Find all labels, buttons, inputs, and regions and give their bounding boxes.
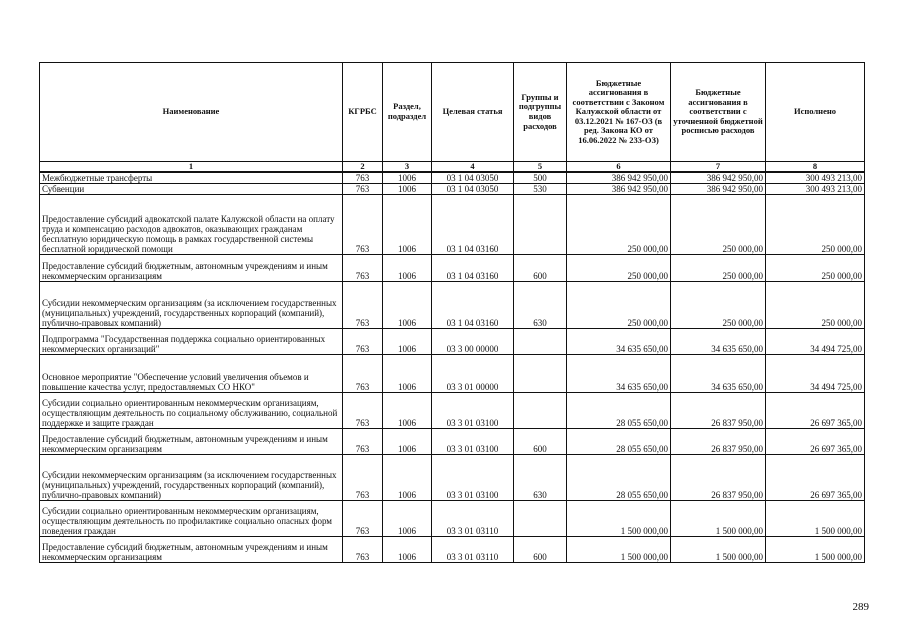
row-name: Подпрограмма "Государственная поддержка социально ориентированных некоммерческих организаций" <box>40 329 343 355</box>
row-budget-law: 250 000,00 <box>567 282 671 329</box>
table-row <box>40 537 865 563</box>
table-row <box>40 195 865 255</box>
row-section: 1006 <box>383 455 432 501</box>
row-name: Субсидии некоммерческим организациям (за исключением государственных (муниципальных) учреждений, государственных корпораций (компаний), публично-правовых компаний) <box>40 282 343 329</box>
row-section: 1006 <box>383 501 432 537</box>
row-budget-refined: 26 837 950,00 <box>671 393 766 429</box>
row-name: Основное мероприятие "Обеспечение условий увеличения объемов и повышение качества услуг, предоставляемых СО НКО" <box>40 355 343 393</box>
row-executed: 250 000,00 <box>766 195 865 255</box>
row-section: 1006 <box>383 329 432 355</box>
column-number: 5 <box>514 162 567 173</box>
header-name: Наименование <box>40 63 343 162</box>
row-budget-refined: 34 635 650,00 <box>671 329 766 355</box>
row-budget-refined: 386 942 950,00 <box>671 184 766 195</box>
row-expense-group <box>514 355 567 393</box>
row-target-article: 03 1 04 03050 <box>432 184 514 195</box>
header-budget-refined: Бюджетные ассигнования в соответствии с уточненной бюджетной росписью расходов <box>671 63 766 162</box>
table-row <box>40 282 865 329</box>
table-row <box>40 329 865 355</box>
row-target-article: 03 3 01 03100 <box>432 455 514 501</box>
row-target-article: 03 1 04 03160 <box>432 195 514 255</box>
row-expense-group <box>514 501 567 537</box>
row-kgrbs: 763 <box>343 537 383 563</box>
row-section: 1006 <box>383 393 432 429</box>
row-budget-law: 386 942 950,00 <box>567 184 671 195</box>
column-number: 8 <box>766 162 865 173</box>
column-number-row <box>40 162 865 173</box>
header-section: Раздел, подраздел <box>383 63 432 162</box>
row-executed: 26 697 365,00 <box>766 429 865 455</box>
row-budget-law: 28 055 650,00 <box>567 393 671 429</box>
table-row <box>40 172 865 184</box>
row-target-article: 03 3 00 00000 <box>432 329 514 355</box>
row-name: Субсидии социально ориентированным некоммерческим организациям, осуществляющим деятельность по профилактике социально опасных форм поведения граждан <box>40 501 343 537</box>
row-expense-group: 600 <box>514 537 567 563</box>
row-name: Предоставление субсидий бюджетным, автономным учреждениям и иным некоммерческим организациям <box>40 255 343 282</box>
row-section: 1006 <box>383 255 432 282</box>
row-budget-refined: 386 942 950,00 <box>671 172 766 184</box>
row-kgrbs: 763 <box>343 501 383 537</box>
table-row <box>40 255 865 282</box>
row-budget-law: 1 500 000,00 <box>567 537 671 563</box>
row-name: Предоставление субсидий адвокатской палате Калужской области на оплату труда и компенсацию расходов адвокатов, оказывающих гражданам бесплатную юридическую помощь в рамках государственной системы бесплатной юридической помощи <box>40 195 343 255</box>
table-row <box>40 429 865 455</box>
row-target-article: 03 3 01 03100 <box>432 393 514 429</box>
table-row <box>40 501 865 537</box>
row-name: Межбюджетные трансферты <box>40 172 343 184</box>
row-kgrbs: 763 <box>343 355 383 393</box>
row-kgrbs: 763 <box>343 282 383 329</box>
header-budget-law: Бюджетные ассигнования в соответствии с Законом Калужской области от 03.12.2021 № 167-ОЗ (в ред. Закона КО от 16.06.2022 № 233-ОЗ) <box>567 63 671 162</box>
row-kgrbs: 763 <box>343 429 383 455</box>
row-budget-law: 28 055 650,00 <box>567 455 671 501</box>
row-name: Субсидии некоммерческим организациям (за исключением государственных (муниципальных) учреждений, государственных корпораций (компаний), публично-правовых компаний) <box>40 455 343 501</box>
row-budget-law: 34 635 650,00 <box>567 329 671 355</box>
row-expense-group: 630 <box>514 282 567 329</box>
row-kgrbs: 763 <box>343 329 383 355</box>
row-expense-group: 600 <box>514 255 567 282</box>
row-section: 1006 <box>383 355 432 393</box>
row-budget-law: 250 000,00 <box>567 195 671 255</box>
row-budget-refined: 1 500 000,00 <box>671 537 766 563</box>
row-kgrbs: 763 <box>343 393 383 429</box>
column-number: 1 <box>40 162 343 173</box>
row-executed: 250 000,00 <box>766 282 865 329</box>
row-target-article: 03 3 01 03110 <box>432 537 514 563</box>
row-target-article: 03 1 04 03050 <box>432 172 514 184</box>
row-section: 1006 <box>383 537 432 563</box>
row-executed: 250 000,00 <box>766 255 865 282</box>
column-number: 2 <box>343 162 383 173</box>
row-expense-group: 530 <box>514 184 567 195</box>
row-budget-law: 386 942 950,00 <box>567 172 671 184</box>
row-target-article: 03 3 01 03110 <box>432 501 514 537</box>
row-section: 1006 <box>383 195 432 255</box>
row-executed: 1 500 000,00 <box>766 501 865 537</box>
column-number: 7 <box>671 162 766 173</box>
row-name: Субвенции <box>40 184 343 195</box>
row-kgrbs: 763 <box>343 195 383 255</box>
column-number: 4 <box>432 162 514 173</box>
row-name: Предоставление субсидий бюджетным, автономным учреждениям и иным некоммерческим организациям <box>40 429 343 455</box>
row-name: Предоставление субсидий бюджетным, автономным учреждениям и иным некоммерческим организациям <box>40 537 343 563</box>
table-row <box>40 455 865 501</box>
row-expense-group: 500 <box>514 172 567 184</box>
header-target-article: Целевая статья <box>432 63 514 162</box>
header-expense-group: Группы и подгруппы видов расходов <box>514 63 567 162</box>
row-budget-refined: 250 000,00 <box>671 195 766 255</box>
row-kgrbs: 763 <box>343 172 383 184</box>
row-budget-law: 1 500 000,00 <box>567 501 671 537</box>
column-number: 6 <box>567 162 671 173</box>
row-executed: 300 493 213,00 <box>766 184 865 195</box>
row-name: Субсидии социально ориентированным некоммерческим организациям, осуществляющим деятельность по социальному обслуживанию, социальной поддержке и защите граждан <box>40 393 343 429</box>
row-budget-law: 28 055 650,00 <box>567 429 671 455</box>
row-budget-refined: 1 500 000,00 <box>671 501 766 537</box>
row-section: 1006 <box>383 184 432 195</box>
budget-table <box>39 62 865 563</box>
row-expense-group: 630 <box>514 455 567 501</box>
row-executed: 1 500 000,00 <box>766 537 865 563</box>
row-expense-group <box>514 393 567 429</box>
row-budget-refined: 250 000,00 <box>671 255 766 282</box>
row-expense-group: 600 <box>514 429 567 455</box>
row-target-article: 03 1 04 03160 <box>432 282 514 329</box>
row-section: 1006 <box>383 282 432 329</box>
row-executed: 34 494 725,00 <box>766 355 865 393</box>
row-target-article: 03 3 01 00000 <box>432 355 514 393</box>
table-row <box>40 184 865 195</box>
page-number: 289 <box>852 601 869 613</box>
row-expense-group <box>514 195 567 255</box>
header-kgrbs: КГРБС <box>343 63 383 162</box>
row-section: 1006 <box>383 429 432 455</box>
row-executed: 34 494 725,00 <box>766 329 865 355</box>
row-budget-law: 250 000,00 <box>567 255 671 282</box>
row-section: 1006 <box>383 172 432 184</box>
row-target-article: 03 1 04 03160 <box>432 255 514 282</box>
row-kgrbs: 763 <box>343 455 383 501</box>
row-budget-refined: 26 837 950,00 <box>671 455 766 501</box>
row-kgrbs: 763 <box>343 184 383 195</box>
row-budget-refined: 26 837 950,00 <box>671 429 766 455</box>
row-budget-law: 34 635 650,00 <box>567 355 671 393</box>
column-number: 3 <box>383 162 432 173</box>
table-row <box>40 355 865 393</box>
header-row <box>40 63 865 162</box>
table-row <box>40 393 865 429</box>
header-executed: Исполнено <box>766 63 865 162</box>
row-executed: 26 697 365,00 <box>766 393 865 429</box>
row-expense-group <box>514 329 567 355</box>
row-kgrbs: 763 <box>343 255 383 282</box>
row-budget-refined: 34 635 650,00 <box>671 355 766 393</box>
row-budget-refined: 250 000,00 <box>671 282 766 329</box>
row-executed: 26 697 365,00 <box>766 455 865 501</box>
row-executed: 300 493 213,00 <box>766 172 865 184</box>
row-target-article: 03 3 01 03100 <box>432 429 514 455</box>
